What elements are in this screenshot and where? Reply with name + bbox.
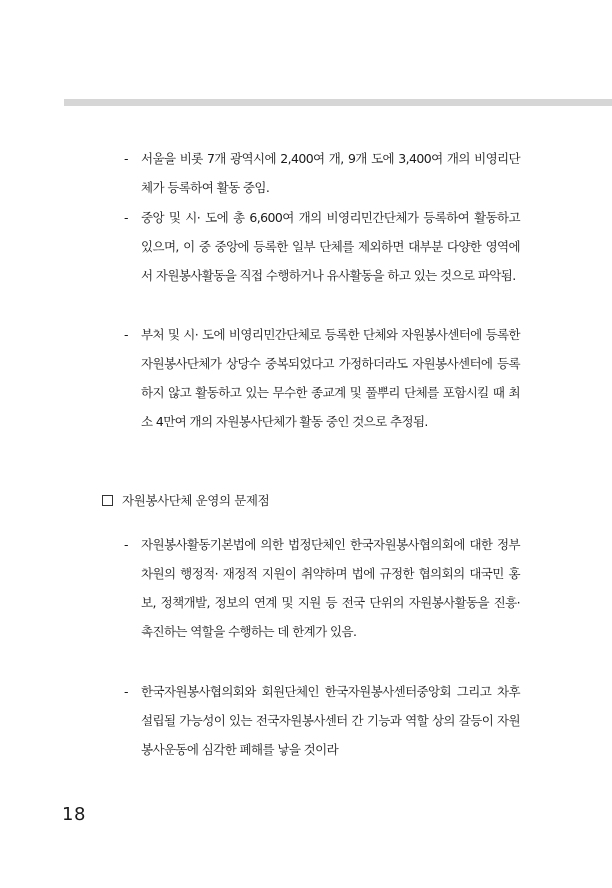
- bullet-dash: -: [124, 210, 129, 225]
- bullet-text: 한국자원봉사협의회와 회원단체인 한국자원봉사센터중앙회 그리고 차후 설립될 가능성이 있는 전국자원봉사센터 간 기능과 역할 상의 갈등이 자원봉사운동에 심각한 폐해를 낳을 것이라: [141, 684, 520, 757]
- bullet-text: 서울을 비롯 7개 광역시에 2,400여 개, 9개 도에 3,400여 개의 비영리단체가 등록하여 활동 중임.: [141, 151, 520, 195]
- bullet-text: 부처 및 시· 도에 비영리민간단체로 등록한 단체와 자원봉사센터에 등록한 자원봉사단체가 상당수 중복되었다고 가정하더라도 자원봉사센터에 등록하지 않고 활동하고 있는 무수한 종교계 및 풀뿌리 단체를 포함시킬 때 최소 4만여 개의 자원봉사단체가 활동 중인 것으로 추정됨.: [141, 327, 520, 429]
- bullet-item: [124, 530, 520, 646]
- bullet-dash: -: [124, 327, 129, 342]
- bullet-item: [124, 677, 520, 764]
- bullet-text: 중앙 및 시· 도에 총 6,600여 개의 비영리민간단체가 등록하여 활동하고 있으며, 이 중 중앙에 등록한 일부 단체를 제외하면 대부분 다양한 영역에서 자원봉사활동을 직접 수행하거나 유사활동을 하고 있는 것으로 파악됨.: [141, 210, 520, 283]
- section-heading: [102, 486, 269, 515]
- bullet-dash: -: [124, 684, 129, 699]
- bullet-item: [124, 144, 520, 202]
- bullet-item: [124, 203, 520, 290]
- page-number: 18: [62, 804, 86, 825]
- section-heading-text: 자원봉사단체 운영의 문제점: [122, 493, 270, 508]
- bullet-dash: -: [124, 151, 129, 166]
- checkbox-square-icon: [102, 495, 113, 506]
- bullet-item: [124, 320, 520, 436]
- bullet-text: 자원봉사활동기본법에 의한 법정단체인 한국자원봉사협의회에 대한 정부 차원의 행정적· 재정적 지원이 취약하며 법에 규정한 협의회의 대국민 홍보, 정책개발, 정보의 연계 및 지원 등 전국 단위의 자원봉사활동을 진흥· 촉진하는 역할을 수행하는 데 한계가 있음.: [141, 537, 520, 639]
- header-rule: [64, 99, 612, 106]
- bullet-dash: -: [124, 537, 129, 552]
